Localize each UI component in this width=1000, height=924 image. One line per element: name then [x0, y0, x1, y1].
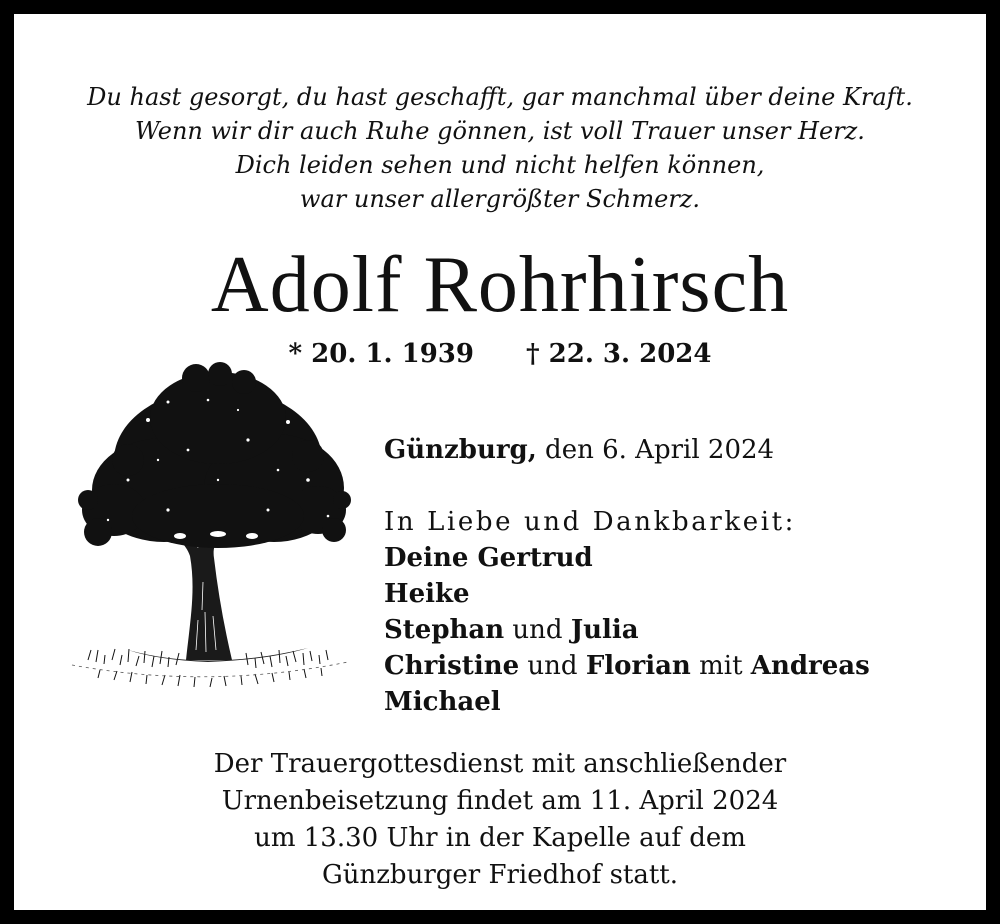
mourner-line	[384, 576, 870, 612]
date: den 6. April 2024	[536, 435, 775, 465]
mourner-line	[384, 684, 870, 720]
mourner-line	[384, 648, 870, 684]
place: Günzburg,	[384, 435, 537, 465]
family-block	[384, 432, 870, 720]
birth-date: * 20. 1. 1939	[288, 339, 474, 369]
conjunction-und: und	[519, 651, 586, 681]
mourner-michael: Michael	[384, 687, 501, 717]
tree-illustration	[68, 360, 352, 720]
mourner-andreas: Andreas	[750, 651, 870, 681]
conjunction-und: und	[504, 615, 571, 645]
mourner-line	[384, 612, 870, 648]
place-date	[384, 432, 870, 468]
poem-line: Wenn wir dir auch Ruhe gönnen, ist voll Trauer unser Herz.	[135, 117, 865, 145]
conjunction-mit: mit	[690, 651, 751, 681]
deceased-name: Adolf Rohrhirsch	[210, 241, 790, 329]
mourner-gertrud: Deine Gertrud	[384, 543, 593, 573]
mourner-stephan: Stephan	[384, 615, 505, 645]
thanks-line: In Liebe und Dankbarkeit:	[384, 507, 797, 537]
poem-line: Du hast gesorgt, du hast geschafft, gar manchmal über deine Kraft.	[87, 83, 913, 111]
funeral-service-info	[28, 746, 972, 894]
death-date: † 22. 3. 2024	[526, 339, 712, 369]
mourner-julia: Julia	[570, 615, 639, 645]
mourner-heike: Heike	[384, 579, 470, 609]
poem	[28, 80, 972, 216]
mourner-line	[384, 540, 870, 576]
mourner-christine: Christine	[384, 651, 520, 681]
poem-line: war unser allergrößter Schmerz.	[299, 185, 701, 213]
poem-line: Dich leiden sehen und nicht helfen können,	[235, 151, 765, 179]
service-line: Der Trauergottesdienst mit anschließender	[213, 749, 787, 779]
service-line: Günzburger Friedhof statt.	[321, 860, 679, 890]
service-line: um 13.30 Uhr in der Kapelle auf dem	[254, 823, 746, 853]
service-line: Urnenbeisetzung findet am 11. April 2024	[221, 786, 779, 816]
mourner-florian: Florian	[585, 651, 691, 681]
